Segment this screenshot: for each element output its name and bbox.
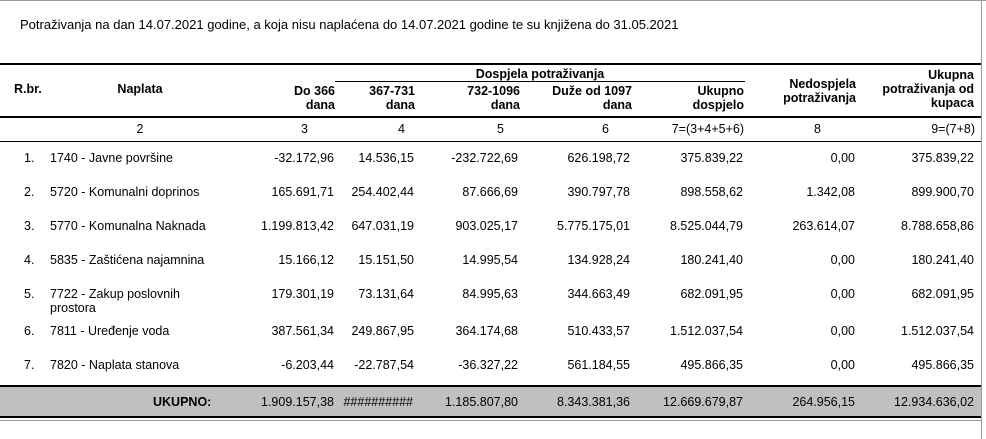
row-cell-c4: -22.787,54 bbox=[354, 358, 414, 372]
row-cell-c3: 179.301,19 bbox=[271, 287, 334, 301]
total-c7: 12.669.679,87 bbox=[663, 395, 743, 409]
row-cell-c3: -32.172,96 bbox=[274, 151, 334, 165]
colnum-3: 3 bbox=[301, 122, 308, 136]
total-c3: 1.909.157,38 bbox=[261, 395, 334, 409]
colnum-4: 4 bbox=[398, 122, 405, 136]
header-naplata: Naplata bbox=[117, 82, 163, 96]
header-732-1096: 732-1096 dana bbox=[467, 84, 520, 112]
row-cell-c6: 561.184,55 bbox=[567, 358, 630, 372]
row-cell-c6: 390.797,78 bbox=[567, 185, 630, 199]
total-c5: 1.185.807,80 bbox=[445, 395, 518, 409]
row-cell-c6: 134.928,24 bbox=[567, 253, 630, 267]
colnum-7: 7=(3+4+5+6) bbox=[671, 122, 744, 136]
total-c4: ########## bbox=[343, 395, 413, 409]
row-naplata-name bbox=[50, 219, 206, 233]
colnum-rule bbox=[0, 141, 981, 142]
row-cell-c6: 626.198,72 bbox=[567, 151, 630, 165]
row-cell-c6: 344.663,49 bbox=[567, 287, 630, 301]
row-naplata-name bbox=[50, 324, 169, 338]
row-cell-c9: 682.091,95 bbox=[911, 287, 974, 301]
row-number: 4. bbox=[24, 253, 35, 267]
row-cell-c7: 1.512.037,54 bbox=[670, 324, 743, 338]
row-cell-c3: 165.691,71 bbox=[271, 185, 334, 199]
row-cell-c9: 899.900,70 bbox=[911, 185, 974, 199]
colnum-9: 9=(7+8) bbox=[931, 122, 975, 136]
row-cell-c8: 0,00 bbox=[830, 253, 855, 267]
row-naplata-name-line: 7820 - Naplata stanova bbox=[50, 358, 180, 372]
row-cell-c8: 0,00 bbox=[830, 151, 855, 165]
row-naplata-name bbox=[50, 185, 199, 199]
row-cell-c3: 15.166,12 bbox=[278, 253, 334, 267]
bottom-border bbox=[0, 420, 981, 421]
row-number: 7. bbox=[24, 358, 35, 372]
row-cell-c7: 898.558,62 bbox=[680, 185, 743, 199]
header-367-731: 367-731 dana bbox=[369, 84, 415, 112]
header-ukupna: Ukupna potraživanja od kupaca bbox=[882, 68, 974, 110]
row-number: 2. bbox=[24, 185, 35, 199]
right-border bbox=[981, 0, 982, 439]
row-cell-c5: 14.995,54 bbox=[462, 253, 518, 267]
row-cell-c7: 375.839,22 bbox=[680, 151, 743, 165]
colnum-8: 8 bbox=[814, 122, 821, 136]
row-cell-c4: 73.131,64 bbox=[358, 287, 414, 301]
header-nedospjela: Nedospjela potraživanja bbox=[783, 77, 856, 105]
row-cell-c5: -36.327,22 bbox=[458, 358, 518, 372]
total-label: UKUPNO: bbox=[153, 395, 212, 409]
row-naplata-name-line: prostora bbox=[50, 301, 96, 315]
row-cell-c7: 682.091,95 bbox=[680, 287, 743, 301]
row-cell-c9: 495.866,35 bbox=[911, 358, 974, 372]
header-duze-1097: Duže od 1097 dana bbox=[552, 84, 632, 112]
total-c6: 8.343.381,36 bbox=[557, 395, 630, 409]
row-number: 3. bbox=[24, 219, 35, 233]
row-cell-c3: 387.561,34 bbox=[271, 324, 334, 338]
header-top-rule bbox=[0, 63, 981, 65]
row-naplata-name-line: 7722 - Zakup poslovnih bbox=[50, 287, 180, 301]
row-naplata-name-line: 5720 - Komunalni doprinos bbox=[50, 185, 200, 199]
row-cell-c4: 647.031,19 bbox=[351, 219, 414, 233]
row-cell-c9: 1.512.037,54 bbox=[901, 324, 974, 338]
row-naplata-name-line: 7811 - Uređenje voda bbox=[50, 324, 170, 338]
row-cell-c6: 5.775.175,01 bbox=[557, 219, 630, 233]
report-title: Potraživanja na dan 14.07.2021 godine, a koja nisu naplaćena do 14.07.2021 godine te su knjižena do 31.05.2021 bbox=[20, 17, 679, 32]
row-number: 1. bbox=[24, 151, 35, 165]
row-cell-c5: 87.666,69 bbox=[462, 185, 518, 199]
header-bottom-rule bbox=[0, 116, 981, 118]
row-cell-c4: 15.151,50 bbox=[358, 253, 414, 267]
header-do366: Do 366 dana bbox=[294, 84, 335, 112]
row-cell-c4: 254.402,44 bbox=[351, 185, 414, 199]
header-ukupno-dospjelo: Ukupno dospjelo bbox=[692, 84, 744, 112]
row-naplata-name bbox=[50, 358, 179, 372]
row-cell-c3: 1.199.813,42 bbox=[261, 219, 334, 233]
row-naplata-name-line: 1740 - Javne površine bbox=[50, 151, 173, 165]
row-naplata-name bbox=[50, 287, 180, 315]
row-cell-c9: 180.241,40 bbox=[911, 253, 974, 267]
colnum-5: 5 bbox=[497, 122, 504, 136]
row-naplata-name-line: 5770 - Komunalna Naknada bbox=[50, 219, 206, 233]
row-cell-c7: 495.866,35 bbox=[680, 358, 743, 372]
row-cell-c8: 0,00 bbox=[830, 324, 855, 338]
row-number: 5. bbox=[24, 287, 35, 301]
row-cell-c9: 8.788.658,86 bbox=[901, 219, 974, 233]
colnum-2: 2 bbox=[136, 122, 144, 136]
row-cell-c5: 84.995,63 bbox=[462, 287, 518, 301]
row-number: 6. bbox=[24, 324, 35, 338]
row-cell-c4: 14.536,15 bbox=[358, 151, 414, 165]
row-cell-c7: 8.525.044,79 bbox=[670, 219, 743, 233]
row-cell-c4: 249.867,95 bbox=[351, 324, 414, 338]
row-cell-c6: 510.433,57 bbox=[567, 324, 630, 338]
row-cell-c5: -232.722,69 bbox=[451, 151, 518, 165]
row-cell-c8: 1.342,08 bbox=[806, 185, 855, 199]
row-naplata-name-line: 5835 - Zaštićena najamnina bbox=[50, 253, 205, 267]
row-cell-c9: 375.839,22 bbox=[911, 151, 974, 165]
colnum-6: 6 bbox=[602, 122, 609, 136]
group-underline bbox=[335, 81, 745, 82]
row-cell-c5: 903.025,17 bbox=[455, 219, 518, 233]
row-naplata-name bbox=[50, 151, 173, 165]
header-rbr: R.br. bbox=[14, 82, 42, 96]
row-cell-c8: 263.614,07 bbox=[792, 219, 855, 233]
top-border bbox=[0, 0, 986, 1]
row-naplata-name bbox=[50, 253, 204, 267]
row-cell-c5: 364.174,68 bbox=[455, 324, 518, 338]
total-c8: 264.956,15 bbox=[792, 395, 855, 409]
row-cell-c3: -6.203,44 bbox=[281, 358, 334, 372]
row-cell-c7: 180.241,40 bbox=[680, 253, 743, 267]
total-c9: 12.934.636,02 bbox=[894, 395, 974, 409]
row-cell-c8: 0,00 bbox=[830, 358, 855, 372]
header-dospjela-group: Dospjela potraživanja bbox=[475, 67, 605, 81]
row-cell-c8: 0,00 bbox=[830, 287, 855, 301]
